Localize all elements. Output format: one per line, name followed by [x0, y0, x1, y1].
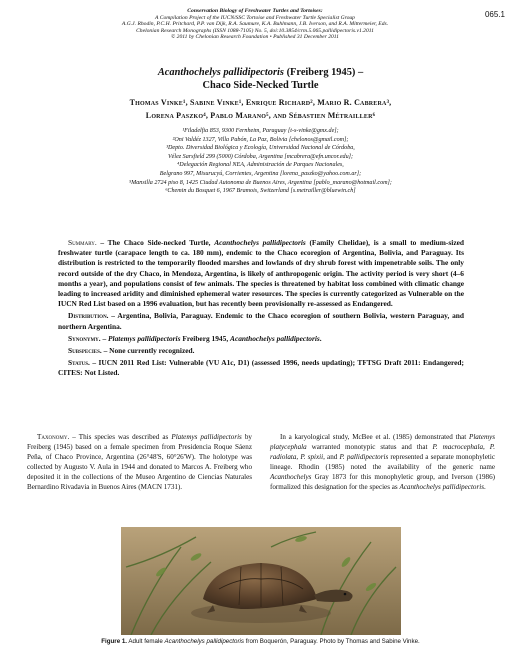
summary-text: (Family Chelidae), is a small to medium-sized freshwater turtle (carapace length to ca. 180 mm), endemic to the Chaco ecoregion of Argentina, Bolivia, and Paraguay. Its distribution is restricted to the temporarily flooded marshes and lowlands of dry shrub forest with impenetrable soils. The only record outside of the dry Chaco, in Mendoza, Argentina, is likely of anthropogenic origin. The activity period is very short (4–6 months a year), and populations consist of few animals. The species is threatened by habitat loss combined with climatic change leading to increased aridity and diminished ephemeral water resources. The species is currently categorized as Vulnerable on the IUCN Red List based on a 1996 evaluation, but has recently been provisionally re-assessed as Endangered. [58, 238, 464, 309]
header-line-4: Chelonian Research Monographs (ISSN 1088-7105) No. 5, doi:10.3854/crm.5.065.pallidipectoris.v1.2011 [136, 27, 374, 34]
species-name: P. radiolata [270, 442, 495, 461]
affiliation-line: ²Oni Valdéz 1327, Villa Pabón, La Paz, Bolivia [chelonos@gmail.com]; [172, 136, 349, 143]
body-text: , [296, 452, 301, 461]
species-name: P. spixii [300, 452, 324, 461]
synonymy-species: Platemys pallidipectoris [108, 333, 181, 343]
affiliations [40, 127, 481, 196]
karyology-paragraph [270, 433, 495, 492]
status-label: Status. [68, 358, 90, 368]
body-text: In a karyological study, McBee et al. (1985) demonstrated that [280, 433, 469, 441]
authors-line-2: Lorena Paszko⁴, Pablo Marano⁵, and Sébastien Métrailler⁶ [145, 111, 376, 120]
caption-text: from Boquerón, Paraguay. Photo by Thomas and Sabine Vinke. [243, 638, 420, 645]
title-species: Acanthochelys pallidipectoris [157, 67, 284, 78]
monograph-header [40, 8, 470, 41]
taxonomy-species: Platemys pallidipectoris [171, 433, 242, 441]
author-list [40, 96, 481, 122]
title-authority: (Freiberg 1945) – [283, 67, 364, 78]
taxonomy-paragraph [27, 433, 252, 492]
figure-caption [40, 638, 481, 646]
summary-paragraph [58, 238, 464, 309]
affiliation-line: ¹Filadelfia 853, 9300 Fernheim, Paraguay [t-s-vinke@gmx.de]; [182, 128, 339, 134]
body-text: warranted monotypic status and that [306, 442, 433, 451]
body-text: , [483, 442, 490, 451]
affiliation-line: Belgrano 997, Misurucyú, Corrientes, Argentina [lorena_paszko@yahoo.com.ar]; [159, 170, 362, 177]
header-line-2: A Compilation Project of the IUCN/SSC Tortoise and Freshwater Turtle Specialist Group [155, 14, 355, 21]
body-text: represented a separate monophyletic lineage. Rhodin (1985) noted the availability of the generic name [270, 452, 495, 471]
affiliation-line: ⁶Chemin du Bosquet 6, 1967 Bramois, Switzerland [s.metrailler@bluewin.ch] [165, 188, 356, 195]
caption-text: Adult female [127, 638, 165, 645]
synonymy-text: . [319, 333, 322, 343]
subspecies-text: – None currently recognized. [101, 346, 195, 356]
header-line-1: Conservation Biology of Freshwater Turtles and Tortoises: [187, 8, 323, 14]
authors-line-1: Thomas Vinke¹, Sabine Vinke¹, Enrique Richard², Mario R. Cabrera³, [129, 98, 392, 107]
left-column [27, 433, 252, 492]
synonymy-text: – [100, 333, 109, 343]
affiliation-line: ³Depto. Diversidad Biológica y Ecología, Universidad Nacional de Córdoba, [166, 145, 355, 152]
turtle-photo [121, 527, 401, 635]
header-line-5: © 2011 by Chelonian Research Foundation • Published 31 December 2011 [171, 34, 339, 41]
turtle-illustration [121, 527, 401, 635]
affiliation-line: ⁴Delegación Regional NEA, Administración de Parques Nacionales, [177, 162, 344, 169]
body-text: , and [323, 452, 340, 461]
subspecies-paragraph [58, 346, 464, 356]
summary-text: – The Chaco Side-necked Turtle, [96, 238, 215, 247]
distribution-paragraph [58, 311, 464, 331]
synonymy-paragraph [58, 334, 464, 344]
distribution-text: – Argentina, Bolivia, Paraguay. Endemic to the Chaco ecoregion of southern Bolivia, western Paraguay, and northern Argentina. [58, 311, 464, 331]
title-common-name: Chaco Side-Necked Turtle [202, 79, 319, 91]
page-number: 065.1 [484, 10, 505, 19]
right-column [270, 433, 495, 492]
article-title [30, 67, 491, 92]
synonymy-species: Acanthochelys pallidipectoris [230, 333, 320, 343]
taxonomy-text: by Freiberg (1945) based on a female specimen from Presidencia Roque Sáenz Peña, of Chaco Province, Argentina (26°48'S, 60°26'W). The holotype was collected by Augusto V. Aula in 1944 and donated to Marcos A. Freiberg who deposited it in the collections of the Museo Argentino de Ciencias Naturales Bernardino Rivadavia in Buenos Aires (MACN 1731). [27, 433, 252, 491]
header-line-3: A.G.J. Rhodin, P.C.H. Pritchard, P.P. van Dijk, R.A. Saumure, K.A. Buhlmann, J.B. Iverson, and R.A. Mittermeier, Eds. [121, 21, 389, 28]
subspecies-label: Subspecies. [68, 346, 102, 356]
summary-label: Summary. [68, 238, 97, 247]
caption-species: Acanthochelys pallidipectoris [164, 638, 244, 645]
figure-label: Figure 1. [101, 638, 128, 645]
status-text: – IUCN 2011 Red List: Vulnerable (VU A1c, D1) (assessed 1996, needs updating); TFTSG Draft 2011: Endangered; CITES: Not Listed. [58, 358, 464, 378]
distribution-label: Distribution. [68, 311, 109, 321]
species-name: P. pallidipectoris [339, 452, 389, 461]
synonymy-text: Freiberg 1945, [180, 333, 231, 343]
species-name: Acanthochelys pallidipectoris [399, 482, 484, 491]
synonymy-label: Synonymy. [68, 333, 101, 343]
species-name: P. macrocephala [432, 442, 483, 451]
affiliation-line: ⁵Mansilla 2724 piso 8, 1425 Ciudad Autonoma de Buenos Aires, Argentina [pablo_marano@hotmail.com]; [129, 179, 392, 186]
species-name: Acanthochelys [270, 472, 312, 481]
affiliation-line: Vélez Sarsfield 299 (5000) Córdoba, Argentina [mcabrera@efn.uncor.edu]; [167, 153, 354, 160]
summary-species: Acanthochelys pallidipectoris [214, 238, 306, 247]
body-text: Gray 1873 for this monophyletic group, and Iverson (1986) formalized this designation for the species as [270, 472, 495, 491]
species-name: Platemys platycephala [270, 433, 495, 451]
abstract-block [58, 238, 464, 381]
body-text: . [483, 482, 486, 491]
status-paragraph [58, 358, 464, 378]
taxonomy-text: – This species was described as [69, 433, 172, 441]
taxonomy-label: Taxonomy. [37, 433, 70, 441]
